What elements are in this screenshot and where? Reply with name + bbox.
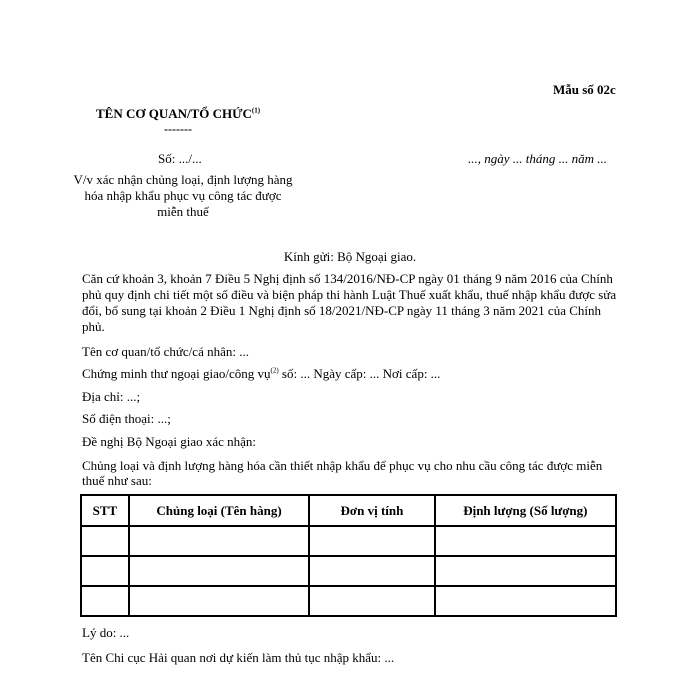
table-header-row [81, 495, 616, 526]
id-card-label: Chứng minh thư ngoại giao/công vụ [82, 366, 271, 381]
applicant-line: Tên cơ quan/tổ chức/cá nhân: ... [82, 344, 249, 359]
column-header-stt: STT [81, 495, 129, 526]
footnote-ref-2: (2) [270, 366, 279, 375]
table-cell [309, 556, 435, 586]
column-header-quantity: Định lượng (Số lượng) [435, 495, 616, 526]
document-subject: V/v xác nhận chủng loại, định lượng hàng hóa nhập khẩu phục vụ công tác được miễn thuế [73, 172, 293, 219]
id-card-line [82, 366, 440, 382]
table-cell [129, 526, 309, 556]
table-row [81, 556, 616, 586]
table-row [81, 586, 616, 616]
greeting: Kính gửi: Bộ Ngoại giao. [283, 249, 417, 264]
table-row [81, 526, 616, 556]
address-line: Địa chỉ: ...; [82, 389, 141, 404]
table-cell [129, 586, 309, 616]
organization-divider: ------- [164, 122, 192, 136]
table-cell [81, 526, 129, 556]
organization-name-text: TÊN CƠ QUAN/TỔ CHỨC [96, 106, 252, 121]
legal-basis-paragraph: Căn cứ khoản 3, khoản 7 Điều 5 Nghị định số 134/2016/NĐ-CP ngày 01 tháng 9 năm 2016 của Chính phủ quy định chi tiết một số điều và biện pháp thi hành Luật Thuế xuất khẩu, thuế nhập khẩu được sửa đổi, bổ sung tại khoản 2 Điều 1 Nghị định số 18/2021/NĐ-CP ngày 11 tháng 3 năm 2021 của Chính phủ. [82, 271, 617, 334]
organization-name [96, 106, 260, 122]
table-cell [309, 586, 435, 616]
goods-intro: Chủng loại và định lượng hàng hóa cần thiết nhập khẩu để phục vụ cho nhu cầu công tác được miễn thuế như sau: [82, 458, 603, 488]
request-line: Đề nghị Bộ Ngoại giao xác nhận: [82, 434, 257, 449]
goods-table [80, 494, 617, 617]
form-number: Mẫu số 02c [553, 82, 616, 97]
table-cell [81, 586, 129, 616]
table-cell [435, 556, 616, 586]
id-card-details: số: ... Ngày cấp: ... Nơi cấp: ... [278, 366, 441, 381]
customs-office-line: Tên Chi cục Hải quan nơi dự kiến làm thủ tục nhập khẩu: ... [82, 650, 395, 665]
table-cell [81, 556, 129, 586]
phone-line: Số điện thoại: ...; [82, 411, 171, 426]
date-line: ..., ngày ... tháng ... năm ... [468, 151, 608, 166]
table-cell [435, 586, 616, 616]
column-header-category: Chủng loại (Tên hàng) [129, 495, 309, 526]
table-cell [435, 526, 616, 556]
document-number: Số: .../... [158, 151, 202, 166]
footnote-ref-1: (1) [251, 106, 261, 115]
column-header-unit: Đơn vị tính [309, 495, 435, 526]
table-cell [309, 526, 435, 556]
table-cell [129, 556, 309, 586]
reason-line: Lý do: ... [82, 625, 130, 640]
